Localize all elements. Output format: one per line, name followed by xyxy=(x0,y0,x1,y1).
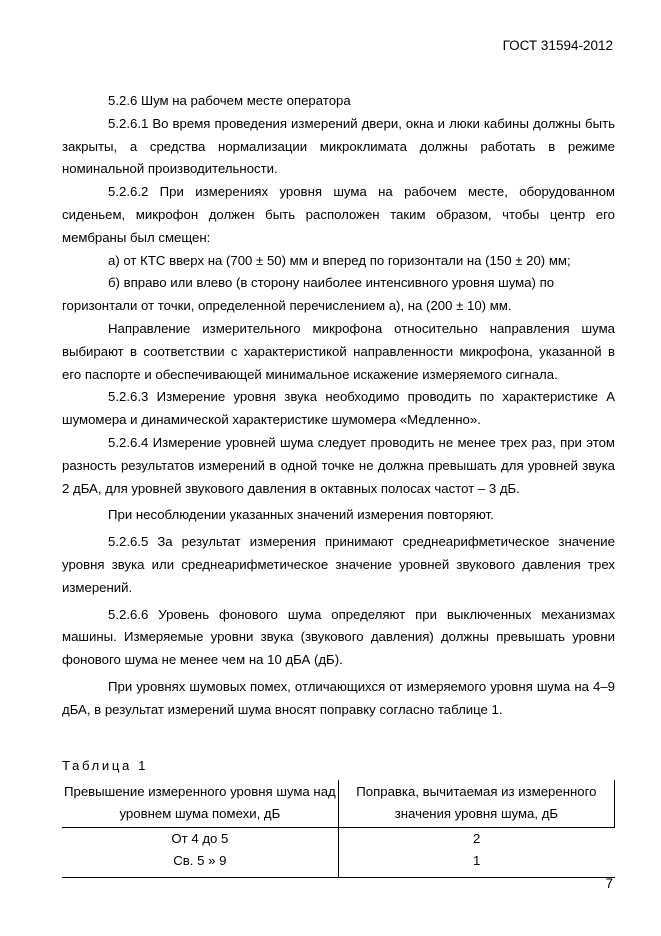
list-item-continuation: горизонтали от точки, определенной перечислением а), на (200 ± 10) мм. xyxy=(62,298,512,314)
table-cell: 1 xyxy=(338,850,614,878)
paragraph: При уровнях шумовых помех, отличающихся от измеряемого уровня шума на 4–9 дБА, в результат измерений шума вносят поправку согласно таблице 1. xyxy=(62,678,615,717)
table-header-row xyxy=(62,780,615,828)
table-cell: Св. 5 » 9 xyxy=(173,853,227,868)
list-item: б) вправо или влево (в сторону наиболее интенсивного уровня шума) по xyxy=(108,275,555,291)
table-header-cell: Превышение измеренного уровня шума над уровнем шума помехи, дБ xyxy=(62,780,338,828)
document-code-header: ГОСТ 31594-2012 xyxy=(502,38,613,53)
paragraph: При несоблюдении указанных значений измерения повторяют. xyxy=(108,507,494,523)
paragraph: 5.2.6.1 Во время проведения измерений двери, окна и люки кабины должны быть закрыты, а средства нормализации микроклимата должны работать в режиме номинальной производительности. xyxy=(62,115,615,177)
section-heading: 5.2.6 Шум на рабочем месте оператора xyxy=(108,93,351,108)
table-cell: От 4 до 5 xyxy=(171,831,229,846)
list-item: а) от КТС вверх на (700 ± 50) мм и вперед по горизонтали на (150 ± 20) мм; xyxy=(108,252,571,268)
page-number: 7 xyxy=(605,876,613,891)
document-body xyxy=(62,90,615,722)
table-cell: 2 xyxy=(338,828,614,851)
paragraph: 5.2.6.3 Измерение уровня звука необходимо проводить по характеристике А шумомера и динамической характеристике шумомера «Медленно». xyxy=(62,389,615,428)
table-caption: Таблица 1 xyxy=(62,758,149,773)
paragraph: 5.2.6.4 Измерение уровней шума следует проводить не менее трех раз, при этом разность результатов измерений в одной точке не должна превышать для уровней звука 2 дБА, для уровней звукового давления в октавных полосах частот – 3 дБ. xyxy=(62,434,615,496)
paragraph: Направление измерительного микрофона относительно направления шума выбирают в соответствии с характеристикой направленности микрофона, указанной в его паспорте и обеспечивающей минимальное искажение измеряемого сигнала. xyxy=(62,320,615,382)
table-row xyxy=(62,828,615,851)
correction-table xyxy=(62,780,615,878)
table-row xyxy=(62,850,615,878)
paragraph: 5.2.6.6 Уровень фонового шума определяют при выключенных механизмах машины. Измеряемые уровни звука (звукового давления) должны превышать уровни фонового шума не менее чем на 10 дБА (дБ). xyxy=(62,606,615,668)
paragraph: 5.2.6.2 При измерениях уровня шума на рабочем месте, оборудованном сиденьем, микрофон должен быть расположен таким образом, чтобы центр его мембраны был смещен: xyxy=(62,184,615,245)
paragraph: 5.2.6.5 За результат измерения принимают среднеарифметическое значение уровня звука или среднеарифметическое значение уровней звукового давления трех измерений. xyxy=(62,534,615,595)
table-header-cell: Поправка, вычитаемая из измеренного значения уровня шума, дБ xyxy=(338,780,614,828)
